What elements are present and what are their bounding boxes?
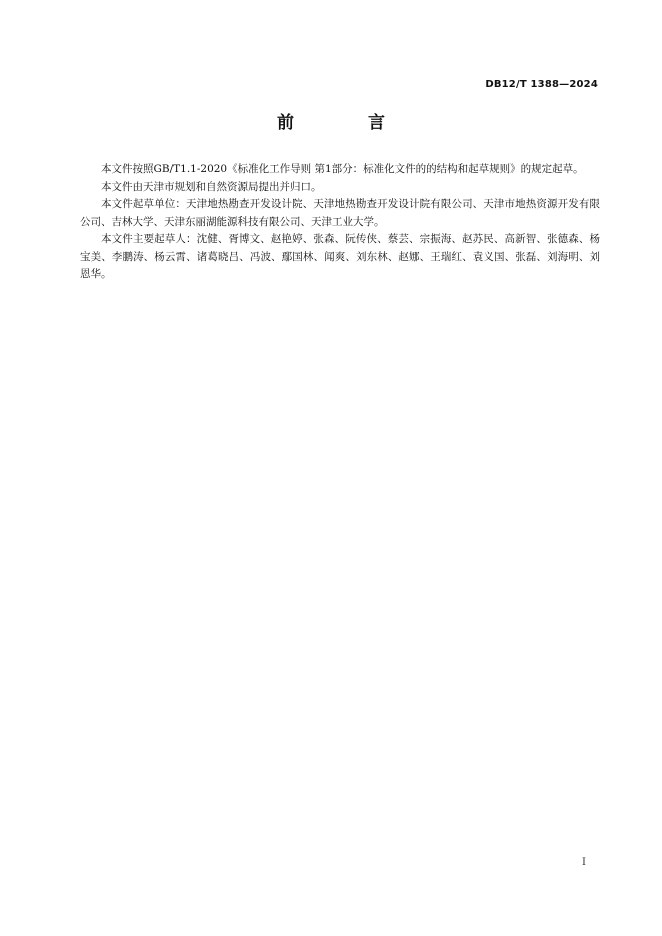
page-title: 前 言 <box>277 113 419 133</box>
paragraph-main-drafters: 本文件主要起草人：沈健、胥博文、赵艳婷、张森、阮传侠、蔡芸、宗振海、赵苏民、高新智、张德森、杨宝美、李鹏涛、杨云霄、诸葛晓吕、冯波、鄢国林、闻爽、刘东林、赵娜、王瑞红、袁义国、张磊、刘海明、刘恩华。 <box>80 233 600 280</box>
paragraph-drafting-units: 本文件起草单位：天津地热勘查开发设计院、天津地热勘查开发设计院有限公司、天津市地热资源开发有限公司、吉林大学、天津东丽湖能源科技有限公司、天津工业大学。 <box>80 198 600 228</box>
page-number: I <box>582 857 586 868</box>
foreword-body <box>80 161 600 284</box>
paragraph-proposer: 本文件由天津市规划和自然资源局提出并归口。 <box>101 180 322 193</box>
document-code: DB12/T 1388—2024 <box>485 79 598 90</box>
paragraph-drafting-rules: 本文件按照GB/T1.1-2020《标准化工作导则 第1部分：标准化文件的的结构和起草规则》的规定起草。 <box>101 163 584 175</box>
